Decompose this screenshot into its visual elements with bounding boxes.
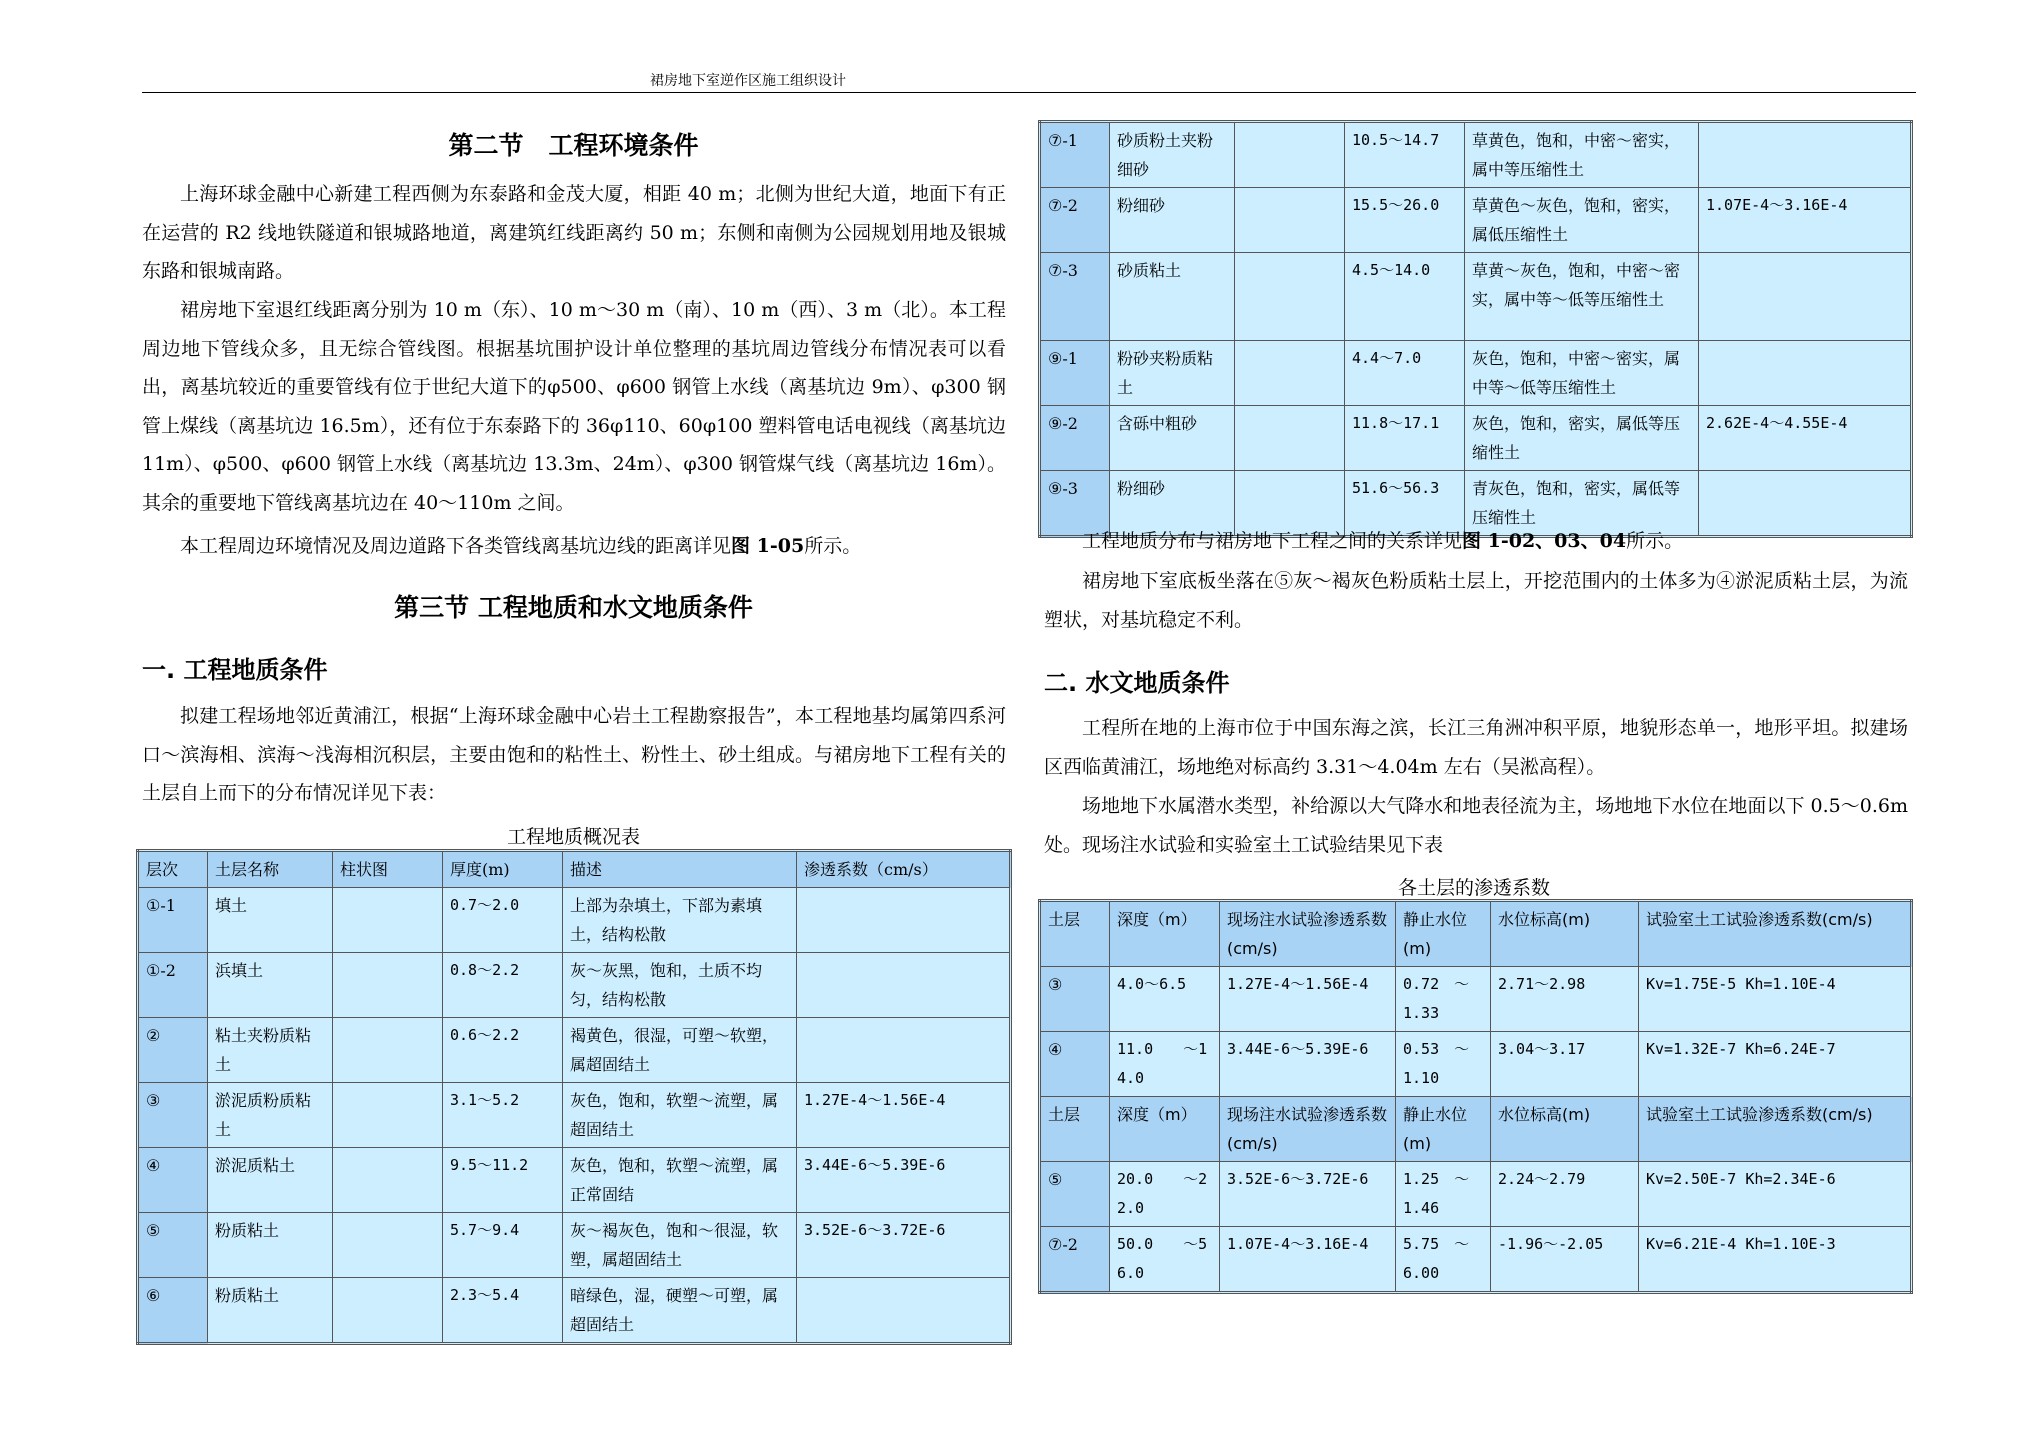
table-cell: 9.5～11.2 [443,1148,563,1213]
table-cell: 褐黄色，很湿，可塑～软塑，属超固结土 [563,1018,797,1083]
table-cell: 灰色，饱和，中密～密实，属中等～低等压缩性土 [1465,341,1699,406]
table-cell: 描述 [563,851,797,888]
table-cell: ⑨-2 [1040,406,1110,471]
table-row [1040,1227,1912,1293]
table-cell [333,1083,443,1148]
table-cell: 暗绿色，湿，硬塑～可塑，属超固结土 [563,1278,797,1344]
table-cell [333,1278,443,1344]
table-row [1040,188,1912,253]
table-cell: 灰～灰黑，饱和，土质不均匀，结构松散 [563,953,797,1018]
table-cell: ⑦-3 [1040,253,1110,341]
table-row [1040,1162,1912,1227]
table-cell [1699,253,1912,341]
subsection1-paragraph: 拟建工程场地邻近黄浦江，根据“上海环球金融中心岩土工程勘察报告”，本工程地基均属第四系河口～滨海相、滨海～浅海相沉积层，主要由饱和的粘性土、粉性土、砂土组成。与裙房地下工程有关的土层自上而下的分布情况详见下表： [142,705,1006,804]
table-cell: 厚度(m) [443,851,563,888]
table-cell: 淤泥质粘土 [208,1148,333,1213]
table-cell: 浜填土 [208,953,333,1018]
table-cell: 50.0 ～56.0 [1110,1227,1220,1293]
table-cell: 2.24～2.79 [1491,1162,1639,1227]
table-cell: 试验室土工试验渗透系数(cm/s) [1639,1097,1912,1162]
table-cell: 4.4～7.0 [1345,341,1465,406]
table-cell: 静止水位(m) [1396,901,1491,967]
table-cell: 砂质粉土夹粉细砂 [1110,122,1235,188]
table-cell: 水位标高(m) [1491,1097,1639,1162]
foundation-paragraph: 裙房地下室底板坐落在⑤灰～褐灰色粉质粘土层上，开挖范围内的土体多为④淤泥质粘土层，为流塑状，对基坑稳定不利。 [1044,570,1908,631]
table-cell: 粉细砂 [1110,188,1235,253]
table-cell: Kv=1.32E-7 Kh=6.24E-7 [1639,1032,1912,1097]
table-row [1040,253,1912,341]
table-cell [333,1018,443,1083]
relation-text: 工程地质分布与裙房地下工程之间的关系详见 [1082,530,1463,552]
geo-table-right [1038,120,1913,538]
perm-table-caption: 各土层的渗透系数 [1397,877,1550,899]
table-cell: 2.62E-4～4.55E-4 [1699,406,1912,471]
section2-title: 第二节 工程环境条件 [448,131,699,160]
table-cell: 土层 [1040,901,1110,967]
fig-para-tail: 所示。 [804,535,862,557]
table-cell: 0.6～2.2 [443,1018,563,1083]
table-row [138,953,1011,1018]
table-cell: 粉细砂 [1110,471,1235,537]
section2-paragraph-1: 上海环球金融中心新建工程西侧为东泰路和金茂大厦，相距 40 m；北侧为世纪大道，地面下有正在运营的 R2 线地铁隧道和银城路地道，离建筑红线距离约 50 m；东侧和南侧为公园规划用地及银城东路和银城南路。 [142,183,1006,282]
table-cell: 土层名称 [208,851,333,888]
table-cell [797,953,1011,1018]
geo-relation-paragraph [1044,522,1908,561]
table-cell: 0.53 ～1.10 [1396,1032,1491,1097]
table-cell: 试验室土工试验渗透系数(cm/s) [1639,901,1912,967]
table-cell: 11.8～17.1 [1345,406,1465,471]
table-cell: 0.7～2.0 [443,888,563,953]
table-cell [1235,341,1345,406]
table-cell: 含砾中粗砂 [1110,406,1235,471]
table-cell: 3.44E-6～5.39E-6 [1220,1032,1396,1097]
table-cell: 1.07E-4～3.16E-4 [1699,188,1912,253]
table-cell: 1.25 ～1.46 [1396,1162,1491,1227]
table-row [138,1148,1011,1213]
table-cell: 15.5～26.0 [1345,188,1465,253]
table-cell [333,1213,443,1278]
table-row [138,1278,1011,1344]
table-cell: ⑤ [138,1213,208,1278]
table-header-row [138,851,1011,888]
fig-para-text: 本工程周边环境情况及周边道路下各类管线离基坑边线的距离详见 [180,535,732,557]
figure-ref: 图 1-05 [731,535,805,557]
table-cell: 现场注水试验渗透系数(cm/s) [1220,1097,1396,1162]
table-cell: 渗透系数（cm/s） [797,851,1011,888]
table-cell: 粉质粘土 [208,1278,333,1344]
subsection1-title: 一. 工程地质条件 [142,656,328,684]
table-cell: 11.0 ～14.0 [1110,1032,1220,1097]
table-cell: 上部为杂填土，下部为素填土，结构松散 [563,888,797,953]
table-cell: 20.0 ～22.0 [1110,1162,1220,1227]
subsection2-paragraph-1: 工程所在地的上海市位于中国东海之滨，长江三角洲冲积平原，地貌形态单一，地形平坦。拟建场区西临黄浦江，场地绝对标高约 3.31～4.04m 左右（吴淞高程）。 [1044,717,1908,778]
table-cell: 5.7～9.4 [443,1213,563,1278]
table-cell: 2.71～2.98 [1491,967,1639,1032]
table-cell: 3.04～3.17 [1491,1032,1639,1097]
table-cell: 1.07E-4～3.16E-4 [1220,1227,1396,1293]
subsection2-paragraph-2: 场地地下水属潜水类型，补给源以大气降水和地表径流为主，场地地下水位在地面以下 0.5～0.6m 处。现场注水试验和实验室土工试验结果见下表 [1044,795,1908,856]
table-cell: 1.27E-4～1.56E-4 [797,1083,1011,1148]
table-cell: 深度（m） [1110,901,1220,967]
table-cell: ⑥ [138,1278,208,1344]
table-cell: Kv=1.75E-5 Kh=1.10E-4 [1639,967,1912,1032]
table-row [138,888,1011,953]
header-rule [142,92,1916,93]
table-cell: ①-1 [138,888,208,953]
table-cell: ⑤ [1040,1162,1110,1227]
table-cell [797,1018,1011,1083]
table-cell: 4.0～6.5 [1110,967,1220,1032]
table-cell: 粉砂夹粉质粘土 [1110,341,1235,406]
table-cell: 3.52E-6～3.72E-6 [1220,1162,1396,1227]
header-title: 裙房地下室逆作区施工组织设计 [650,73,846,89]
section3-title: 第三节 工程地质和水文地质条件 [394,593,753,622]
table-cell: 填土 [208,888,333,953]
table-cell [1235,122,1345,188]
table-cell: 深度（m） [1110,1097,1220,1162]
table-cell: 灰色，饱和，软塑～流塑，属超固结土 [563,1083,797,1148]
table-cell [333,953,443,1018]
relation-tail: 所示。 [1626,530,1684,552]
table-cell: 草黄色～灰色，饱和，密实，属低压缩性土 [1465,188,1699,253]
table-row [1040,341,1912,406]
table-cell: Kv=2.50E-7 Kh=2.34E-6 [1639,1162,1912,1227]
table-cell: ③ [138,1083,208,1148]
table-cell: ⑦-2 [1040,188,1110,253]
table-row [138,1018,1011,1083]
table-cell: 静止水位(m) [1396,1097,1491,1162]
geo-table-left [136,849,1012,1345]
table-cell: 3.1～5.2 [443,1083,563,1148]
table-cell: ⑦-1 [1040,122,1110,188]
table-cell: 灰色，饱和，密实，属低等压缩性土 [1465,406,1699,471]
table-cell: 0.8～2.2 [443,953,563,1018]
table-cell: 层次 [138,851,208,888]
table-cell: Kv=6.21E-4 Kh=1.10E-3 [1639,1227,1912,1293]
table-cell: 粉质粘土 [208,1213,333,1278]
table-cell [1235,406,1345,471]
table-cell: 4.5～14.0 [1345,253,1465,341]
table-cell: ⑨-3 [1040,471,1110,537]
table-cell: 51.6～56.3 [1345,471,1465,537]
table-cell: 2.3～5.4 [443,1278,563,1344]
table-cell: 现场注水试验渗透系数(cm/s) [1220,901,1396,967]
table-cell: 青灰色，饱和，密实，属低等压缩性土 [1465,471,1699,537]
table-cell [797,888,1011,953]
table-cell: 柱状图 [333,851,443,888]
section2-figure-paragraph [142,527,1006,566]
table-cell: ③ [1040,967,1110,1032]
table-cell: 灰～褐灰色，饱和～很湿，软塑，属超固结土 [563,1213,797,1278]
table-cell: 10.5～14.7 [1345,122,1465,188]
table-row [1040,406,1912,471]
table-cell: 1.27E-4～1.56E-4 [1220,967,1396,1032]
table-cell: ⑨-1 [1040,341,1110,406]
relation-figure-ref: 图 1-02、03、04 [1462,530,1627,552]
table-cell: 土层 [1040,1097,1110,1162]
table-row [1040,967,1912,1032]
table-cell: 3.44E-6～5.39E-6 [797,1148,1011,1213]
table-cell [333,888,443,953]
table-cell [797,1278,1011,1344]
table-cell [1699,122,1912,188]
table-cell: 砂质粘土 [1110,253,1235,341]
permeability-table [1038,899,1913,1294]
table-cell: ⑦-2 [1040,1227,1110,1293]
table-cell: 淤泥质粉质粘土 [208,1083,333,1148]
table-cell [1235,253,1345,341]
geo-table-caption: 工程地质概况表 [506,826,640,848]
table-cell: 草黄～灰色，饱和，中密～密实，属中等～低等压缩性土 [1465,253,1699,341]
table-cell: 5.75 ～6.00 [1396,1227,1491,1293]
table-cell: 3.52E-6～3.72E-6 [797,1213,1011,1278]
table-cell: ② [138,1018,208,1083]
section2-paragraph-2: 裙房地下室退红线距离分别为 10 m（东）、10 m～30 m（南）、10 m（西）、3 m（北）。本工程周边地下管线众多，且无综合管线图。根据基坑围护设计单位整理的基坑周边管线分布情况表可以看出，离基坑较近的重要管线有位于世纪大道下的φ500、φ600 钢管上水线（离基坑边 9m）、φ300 钢管上煤线（离基坑边 16.5m），还有位于东泰路下的 36φ110、60φ100 塑料管电话电视线（离基坑边 11m）、φ500、φ600 钢管上水线（离基坑边 13.3m、24m）、φ300 钢管煤气线（离基坑边 16m）。其余的重要地下管线离基坑边在 40～110m 之间。 [142,299,1006,514]
table-cell: 水位标高(m) [1491,901,1639,967]
table-row [1040,122,1912,188]
table-cell [333,1148,443,1213]
table-cell: ④ [1040,1032,1110,1097]
table-header-row [1040,1097,1912,1162]
table-row [138,1083,1011,1148]
table-header-row [1040,901,1912,967]
table-row [1040,1032,1912,1097]
table-cell [1699,341,1912,406]
table-cell: ①-2 [138,953,208,1018]
subsection2-title: 二. 水文地质条件 [1044,669,1230,697]
table-cell: -1.96～-2.05 [1491,1227,1639,1293]
table-cell: 粘土夹粉质粘土 [208,1018,333,1083]
table-cell: ④ [138,1148,208,1213]
table-cell: 灰色，饱和，软塑～流塑，属正常固结 [563,1148,797,1213]
table-cell [1235,188,1345,253]
table-cell: 草黄色，饱和，中密～密实，属中等压缩性土 [1465,122,1699,188]
table-row [138,1213,1011,1278]
table-cell: 0.72 ～1.33 [1396,967,1491,1032]
